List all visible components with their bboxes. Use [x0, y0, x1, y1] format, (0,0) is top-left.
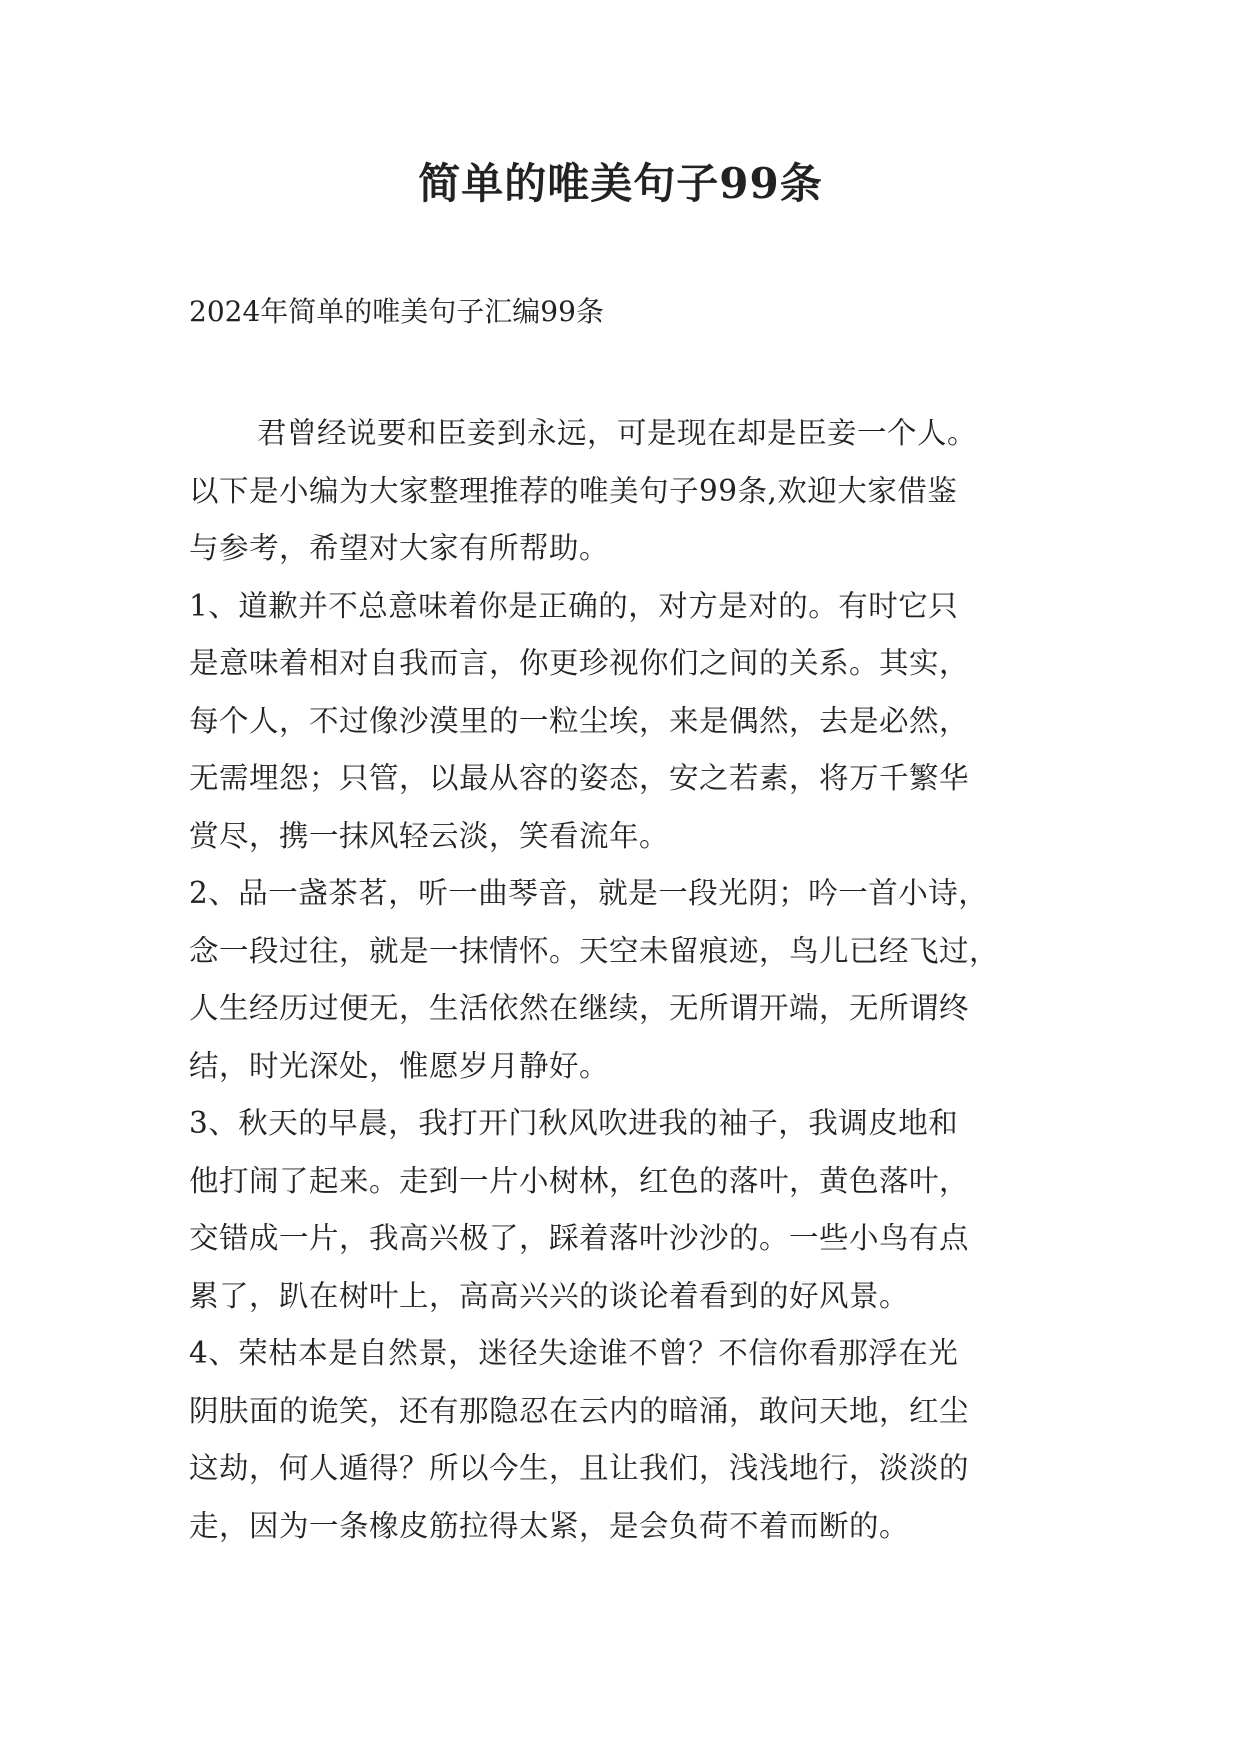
- document-title: 简单的唯美句子99条: [418, 159, 823, 208]
- item-1-line: 1、道歉并不总意味着你是正确的，对方是对的。有时它只: [189, 588, 959, 623]
- intro-line: 与参考，希望对大家有所帮助。: [189, 531, 610, 565]
- item-4-line: 阴肤面的诡笑，还有那隐忍在云内的暗涌，敢问天地，红尘: [189, 1393, 970, 1428]
- item-3-line: 交错成一片，我高兴极了，踩着落叶沙沙的。一些小鸟有点: [189, 1221, 970, 1255]
- item-3-line: 累了，趴在树叶上，高高兴兴的谈论着看到的好风景。: [189, 1278, 910, 1313]
- item-2-line: 念一段过往，就是一抹情怀。天空未留痕迹，鸟儿已经飞过，: [189, 933, 1000, 968]
- item-3-line: 他打闹了起来。走到一片小树林，红色的落叶，黄色落叶，: [189, 1163, 970, 1198]
- item-4-line: 4、荣枯本是自然景，迷径失途谁不曾？不信你看那浮在光: [189, 1336, 959, 1370]
- item-1-line: 无需埋怨；只管，以最从容的姿态，安之若素，将万千繁华: [189, 761, 970, 795]
- item-1-line: 赏尽，携一抹风轻云淡，笑看流年。: [189, 818, 670, 853]
- item-3-line: 3、秋天的早晨，我打开门秋风吹进我的袖子，我调皮地和: [189, 1106, 959, 1140]
- item-1-line: 是意味着相对自我而言，你更珍视你们之间的关系。其实，: [189, 646, 970, 680]
- item-2-line: 2、品一盏茶茗，听一曲琴音，就是一段光阴；吟一首小诗，: [189, 876, 989, 910]
- item-4-line: 走，因为一条橡皮筋拉得太紧，是会负荷不着而断的。: [189, 1508, 910, 1543]
- item-1-line: 每个人，不过像沙漠里的一粒尘埃，来是偶然，去是必然，: [189, 703, 970, 738]
- item-2-line: 结，时光深处，惟愿岁月静好。: [189, 1048, 610, 1083]
- item-2-line: 人生经历过便无，生活依然在继续，无所谓开端，无所谓终: [189, 991, 970, 1025]
- intro-line: 以下是小编为大家整理推荐的唯美句子99条,欢迎大家借鉴: [189, 473, 958, 508]
- document-subtitle: 2024年简单的唯美句子汇编99条: [189, 295, 604, 328]
- item-4-line: 这劫，何人遁得？所以今生，且让我们，浅浅地行，淡淡的: [189, 1451, 970, 1485]
- document-body: [189, 405, 1069, 1555]
- intro-line: 君曾经说要和臣妾到永远，可是现在却是臣妾一个人。: [257, 416, 978, 450]
